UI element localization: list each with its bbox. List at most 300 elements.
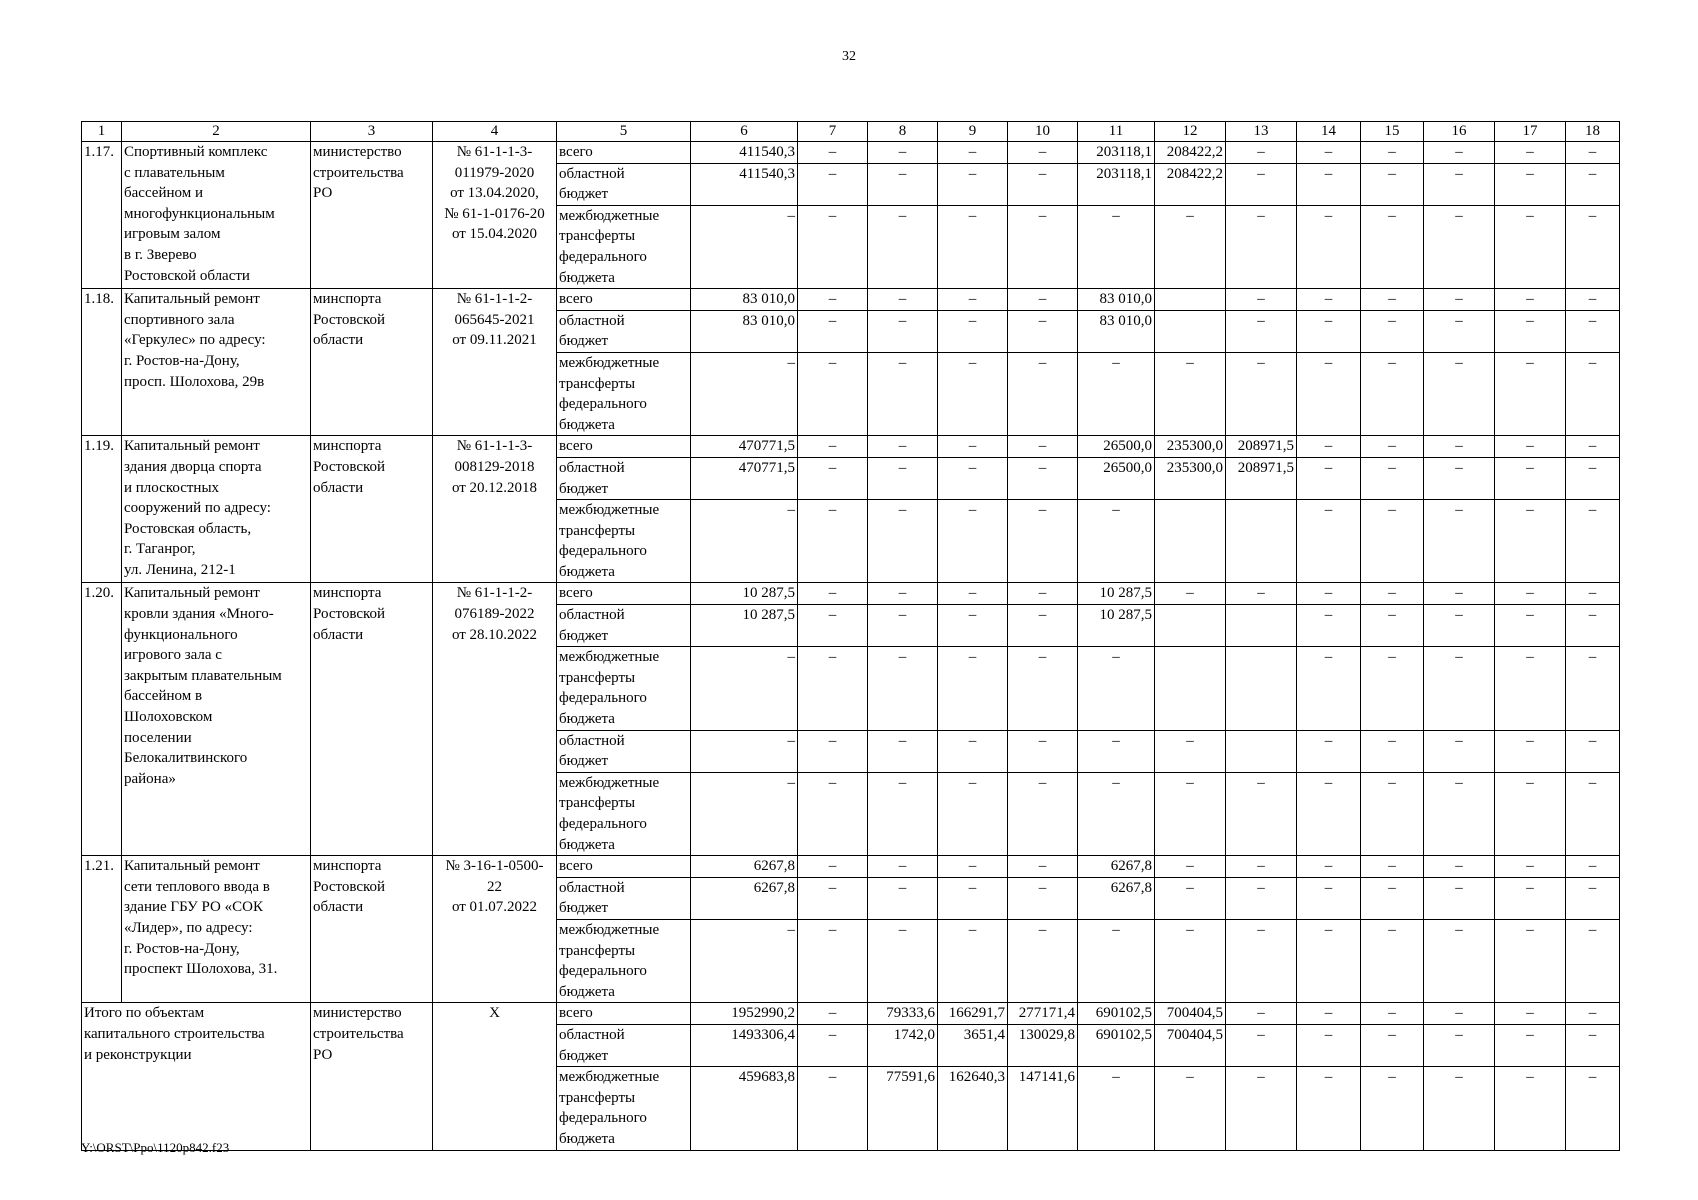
table-row bbox=[82, 1003, 1620, 1025]
value-cell: – bbox=[1361, 605, 1424, 647]
value-cell: 411540,3 bbox=[691, 163, 798, 205]
value-cell: – bbox=[1424, 205, 1495, 288]
value-cell: – bbox=[1566, 142, 1620, 164]
funding-source-cell: межбюджетные трансферты федерального бюджета bbox=[557, 772, 691, 855]
value-cell: – bbox=[798, 1067, 868, 1150]
value-cell: – bbox=[1297, 1003, 1361, 1025]
value-cell: – bbox=[1008, 919, 1078, 1002]
value-cell: 147141,6 bbox=[1008, 1067, 1078, 1150]
value-cell: – bbox=[1495, 647, 1566, 730]
value-cell: 6267,8 bbox=[691, 877, 798, 919]
value-cell: – bbox=[1008, 457, 1078, 499]
value-cell: – bbox=[1495, 583, 1566, 605]
value-cell: – bbox=[1424, 919, 1495, 1002]
value-cell: – bbox=[1361, 436, 1424, 458]
value-cell: – bbox=[1566, 583, 1620, 605]
column-number-cell: 18 bbox=[1566, 122, 1620, 142]
value-cell: – bbox=[1566, 605, 1620, 647]
value-cell: – bbox=[1566, 436, 1620, 458]
value-cell: – bbox=[1566, 647, 1620, 730]
value-cell: – bbox=[1078, 647, 1155, 730]
column-number-cell: 13 bbox=[1226, 122, 1297, 142]
value-cell: 690102,5 bbox=[1078, 1024, 1155, 1066]
value-cell: – bbox=[868, 436, 938, 458]
value-cell: – bbox=[1078, 352, 1155, 435]
value-cell: – bbox=[1008, 352, 1078, 435]
value-cell: – bbox=[1424, 583, 1495, 605]
value-cell: 6267,8 bbox=[691, 856, 798, 878]
value-cell: – bbox=[1424, 605, 1495, 647]
value-cell: – bbox=[798, 310, 868, 352]
value-cell: – bbox=[1495, 1067, 1566, 1150]
value-cell: – bbox=[798, 919, 868, 1002]
value-cell: – bbox=[1495, 289, 1566, 311]
value-cell: – bbox=[798, 605, 868, 647]
item-number-cell: 1.21. bbox=[82, 856, 122, 1003]
value-cell: – bbox=[1424, 1024, 1495, 1066]
value-cell: – bbox=[1495, 772, 1566, 855]
value-cell: – bbox=[1008, 289, 1078, 311]
funding-source-cell: межбюджетные трансферты федерального бюджета bbox=[557, 647, 691, 730]
value-cell: – bbox=[1566, 1003, 1620, 1025]
value-cell bbox=[1155, 289, 1226, 311]
value-cell: – bbox=[1078, 919, 1155, 1002]
value-cell: – bbox=[1226, 1024, 1297, 1066]
value-cell: 77591,6 bbox=[868, 1067, 938, 1150]
value-cell: – bbox=[1495, 605, 1566, 647]
value-cell: 10 287,5 bbox=[1078, 583, 1155, 605]
value-cell: – bbox=[1361, 500, 1424, 583]
value-cell: 83 010,0 bbox=[691, 289, 798, 311]
value-cell: 470771,5 bbox=[691, 457, 798, 499]
value-cell: – bbox=[938, 877, 1008, 919]
value-cell: – bbox=[798, 583, 868, 605]
value-cell: – bbox=[798, 856, 868, 878]
value-cell: – bbox=[868, 919, 938, 1002]
value-cell: 10 287,5 bbox=[691, 605, 798, 647]
value-cell: – bbox=[1566, 310, 1620, 352]
value-cell: – bbox=[868, 500, 938, 583]
responsible-cell: министерство строительства РО bbox=[311, 1003, 433, 1150]
object-name-cell: Капитальный ремонт здания дворца спорта и плоскостных сооружений по адресу: Ростовская область, г. Таганрог, ул. Ленина, 212-1 bbox=[122, 436, 311, 583]
value-cell: – bbox=[868, 205, 938, 288]
value-cell: – bbox=[1495, 457, 1566, 499]
funding-source-cell: межбюджетные трансферты федерального бюджета bbox=[557, 352, 691, 435]
value-cell: – bbox=[1566, 856, 1620, 878]
value-cell: – bbox=[1361, 457, 1424, 499]
value-cell: – bbox=[1297, 583, 1361, 605]
value-cell: – bbox=[798, 1003, 868, 1025]
value-cell: – bbox=[1566, 1067, 1620, 1150]
value-cell: 10 287,5 bbox=[1078, 605, 1155, 647]
value-cell: – bbox=[691, 352, 798, 435]
value-cell: – bbox=[938, 647, 1008, 730]
value-cell: – bbox=[1008, 856, 1078, 878]
column-number-cell: 7 bbox=[798, 122, 868, 142]
value-cell: – bbox=[1361, 142, 1424, 164]
value-cell: – bbox=[1297, 1024, 1361, 1066]
value-cell: – bbox=[1008, 142, 1078, 164]
value-cell: – bbox=[1361, 310, 1424, 352]
value-cell: – bbox=[691, 647, 798, 730]
responsible-cell: минспорта Ростовской области bbox=[311, 289, 433, 436]
value-cell: – bbox=[1495, 310, 1566, 352]
value-cell: – bbox=[1424, 163, 1495, 205]
funding-source-cell: межбюджетные трансферты федерального бюджета bbox=[557, 500, 691, 583]
table-row bbox=[82, 436, 1620, 458]
value-cell: – bbox=[1566, 500, 1620, 583]
value-cell: – bbox=[1566, 163, 1620, 205]
value-cell: – bbox=[938, 856, 1008, 878]
value-cell: – bbox=[798, 877, 868, 919]
value-cell: 470771,5 bbox=[691, 436, 798, 458]
column-number-cell: 1 bbox=[82, 122, 122, 142]
value-cell: – bbox=[1424, 877, 1495, 919]
value-cell: – bbox=[1566, 877, 1620, 919]
value-cell: – bbox=[798, 500, 868, 583]
value-cell: – bbox=[1361, 205, 1424, 288]
value-cell: – bbox=[798, 142, 868, 164]
value-cell: – bbox=[938, 310, 1008, 352]
value-cell: – bbox=[1361, 647, 1424, 730]
value-cell: – bbox=[1297, 605, 1361, 647]
value-cell: – bbox=[1495, 352, 1566, 435]
value-cell: – bbox=[1361, 352, 1424, 435]
value-cell: – bbox=[798, 1024, 868, 1066]
funding-source-cell: областной бюджет bbox=[557, 877, 691, 919]
value-cell bbox=[1226, 605, 1297, 647]
value-cell: 1952990,2 bbox=[691, 1003, 798, 1025]
value-cell: – bbox=[938, 730, 1008, 772]
value-cell: – bbox=[868, 730, 938, 772]
budget-table bbox=[81, 121, 1620, 1151]
funding-source-cell: всего bbox=[557, 289, 691, 311]
value-cell: – bbox=[1424, 352, 1495, 435]
funding-source-cell: областной бюджет bbox=[557, 310, 691, 352]
responsible-cell: минспорта Ростовской области bbox=[311, 856, 433, 1003]
item-number-cell: 1.18. bbox=[82, 289, 122, 436]
value-cell: – bbox=[798, 457, 868, 499]
value-cell: – bbox=[1008, 500, 1078, 583]
value-cell: – bbox=[691, 730, 798, 772]
value-cell: 459683,8 bbox=[691, 1067, 798, 1150]
value-cell: 10 287,5 bbox=[691, 583, 798, 605]
value-cell: – bbox=[1361, 730, 1424, 772]
value-cell: – bbox=[1424, 647, 1495, 730]
value-cell: – bbox=[798, 352, 868, 435]
value-cell: 3651,4 bbox=[938, 1024, 1008, 1066]
value-cell bbox=[1226, 647, 1297, 730]
value-cell: – bbox=[1008, 436, 1078, 458]
value-cell: – bbox=[1566, 1024, 1620, 1066]
value-cell: – bbox=[868, 647, 938, 730]
responsible-cell: министерство строительства РО bbox=[311, 142, 433, 289]
value-cell: – bbox=[1297, 919, 1361, 1002]
value-cell: – bbox=[1424, 1067, 1495, 1150]
value-cell: 162640,3 bbox=[938, 1067, 1008, 1150]
value-cell: – bbox=[691, 919, 798, 1002]
value-cell: – bbox=[1424, 1003, 1495, 1025]
funding-source-cell: всего bbox=[557, 856, 691, 878]
value-cell: – bbox=[938, 500, 1008, 583]
value-cell: – bbox=[1297, 310, 1361, 352]
value-cell: – bbox=[1226, 142, 1297, 164]
value-cell: – bbox=[1297, 856, 1361, 878]
value-cell: – bbox=[1297, 457, 1361, 499]
value-cell: – bbox=[1566, 457, 1620, 499]
item-number-cell: 1.19. bbox=[82, 436, 122, 583]
column-number-cell: 8 bbox=[868, 122, 938, 142]
value-cell: – bbox=[1566, 919, 1620, 1002]
value-cell: – bbox=[1297, 647, 1361, 730]
column-number-cell: 10 bbox=[1008, 122, 1078, 142]
table-row bbox=[82, 856, 1620, 878]
value-cell: – bbox=[1155, 919, 1226, 1002]
value-cell: 166291,7 bbox=[938, 1003, 1008, 1025]
value-cell: – bbox=[1361, 877, 1424, 919]
funding-source-cell: межбюджетные трансферты федерального бюджета bbox=[557, 919, 691, 1002]
funding-source-cell: областной бюджет bbox=[557, 457, 691, 499]
value-cell: – bbox=[1297, 352, 1361, 435]
funding-source-cell: областной бюджет bbox=[557, 730, 691, 772]
value-cell bbox=[1155, 500, 1226, 583]
value-cell: – bbox=[1155, 856, 1226, 878]
column-number-cell: 12 bbox=[1155, 122, 1226, 142]
column-number-cell: 16 bbox=[1424, 122, 1495, 142]
value-cell: – bbox=[868, 605, 938, 647]
document-cell: № 61-1-1-2- 065645-2021 от 09.11.2021 bbox=[433, 289, 557, 436]
value-cell: – bbox=[1008, 205, 1078, 288]
value-cell: – bbox=[1155, 205, 1226, 288]
value-cell: – bbox=[1226, 289, 1297, 311]
value-cell bbox=[1155, 647, 1226, 730]
value-cell: – bbox=[1424, 730, 1495, 772]
value-cell: – bbox=[1155, 583, 1226, 605]
value-cell: – bbox=[938, 605, 1008, 647]
value-cell: – bbox=[1226, 352, 1297, 435]
object-name-cell: Спортивный комплекс с плавательным бассейном и многофункциональным игровым залом в г. Зверево Ростовской области bbox=[122, 142, 311, 289]
document-cell: № 61-1-1-3- 011979-2020 от 13.04.2020, № 61-1-0176-20 от 15.04.2020 bbox=[433, 142, 557, 289]
value-cell: – bbox=[1361, 856, 1424, 878]
value-cell: – bbox=[1361, 583, 1424, 605]
value-cell: 208971,5 bbox=[1226, 457, 1297, 499]
value-cell: – bbox=[798, 647, 868, 730]
value-cell: – bbox=[1361, 1067, 1424, 1150]
value-cell: – bbox=[1226, 877, 1297, 919]
column-number-cell: 4 bbox=[433, 122, 557, 142]
value-cell: – bbox=[1008, 583, 1078, 605]
value-cell: 411540,3 bbox=[691, 142, 798, 164]
value-cell: – bbox=[1008, 730, 1078, 772]
total-label-cell: Итого по объектам капитального строительства и реконструкции bbox=[82, 1003, 311, 1150]
value-cell: – bbox=[1008, 647, 1078, 730]
value-cell: – bbox=[868, 142, 938, 164]
value-cell: – bbox=[1495, 1003, 1566, 1025]
value-cell: – bbox=[1495, 856, 1566, 878]
value-cell: 700404,5 bbox=[1155, 1003, 1226, 1025]
value-cell: – bbox=[938, 352, 1008, 435]
value-cell: – bbox=[938, 457, 1008, 499]
value-cell: – bbox=[1297, 142, 1361, 164]
header-row bbox=[82, 122, 1620, 142]
value-cell: – bbox=[691, 205, 798, 288]
value-cell: – bbox=[1424, 310, 1495, 352]
value-cell: – bbox=[938, 772, 1008, 855]
value-cell: 1493306,4 bbox=[691, 1024, 798, 1066]
value-cell: 83 010,0 bbox=[1078, 310, 1155, 352]
value-cell: – bbox=[1297, 730, 1361, 772]
value-cell: – bbox=[1008, 310, 1078, 352]
item-number-cell: 1.17. bbox=[82, 142, 122, 289]
value-cell: – bbox=[1226, 583, 1297, 605]
value-cell: – bbox=[1566, 352, 1620, 435]
value-cell: 690102,5 bbox=[1078, 1003, 1155, 1025]
value-cell: – bbox=[798, 163, 868, 205]
value-cell: – bbox=[691, 500, 798, 583]
value-cell: – bbox=[1361, 1024, 1424, 1066]
value-cell: – bbox=[1495, 500, 1566, 583]
value-cell: – bbox=[868, 457, 938, 499]
value-cell: – bbox=[1424, 500, 1495, 583]
column-number-cell: 11 bbox=[1078, 122, 1155, 142]
value-cell: 26500,0 bbox=[1078, 457, 1155, 499]
object-name-cell: Капитальный ремонт сети теплового ввода в здание ГБУ РО «СОК «Лидер», по адресу: г. Ростов-на-Дону, проспект Шолохова, 31. bbox=[122, 856, 311, 1003]
value-cell: – bbox=[1226, 163, 1297, 205]
value-cell bbox=[1155, 605, 1226, 647]
value-cell: – bbox=[1008, 877, 1078, 919]
funding-source-cell: межбюджетные трансферты федерального бюджета bbox=[557, 205, 691, 288]
column-number-cell: 15 bbox=[1361, 122, 1424, 142]
value-cell: – bbox=[1297, 772, 1361, 855]
column-number-cell: 14 bbox=[1297, 122, 1361, 142]
column-number-cell: 6 bbox=[691, 122, 798, 142]
document-cell: X bbox=[433, 1003, 557, 1150]
funding-source-cell: всего bbox=[557, 142, 691, 164]
value-cell: – bbox=[1361, 289, 1424, 311]
object-name-cell: Капитальный ремонт кровли здания «Много- функционального игрового зала с закрытым плавательным бассейном в Шолоховском поселении Белокалитвинского района» bbox=[122, 583, 311, 856]
value-cell: – bbox=[938, 163, 1008, 205]
value-cell: – bbox=[938, 142, 1008, 164]
value-cell: – bbox=[1078, 205, 1155, 288]
value-cell bbox=[1226, 730, 1297, 772]
value-cell: – bbox=[1495, 163, 1566, 205]
column-number-cell: 3 bbox=[311, 122, 433, 142]
value-cell: – bbox=[1226, 919, 1297, 1002]
value-cell: – bbox=[1495, 1024, 1566, 1066]
value-cell: – bbox=[868, 856, 938, 878]
value-cell: – bbox=[1566, 730, 1620, 772]
value-cell: 6267,8 bbox=[1078, 856, 1155, 878]
value-cell: – bbox=[868, 772, 938, 855]
value-cell: – bbox=[1297, 163, 1361, 205]
document-cell: № 61-1-1-2- 076189-2022 от 28.10.2022 bbox=[433, 583, 557, 856]
value-cell: 203118,1 bbox=[1078, 163, 1155, 205]
value-cell: 6267,8 bbox=[1078, 877, 1155, 919]
value-cell: – bbox=[798, 436, 868, 458]
value-cell: 235300,0 bbox=[1155, 436, 1226, 458]
value-cell: – bbox=[938, 205, 1008, 288]
column-number-cell: 9 bbox=[938, 122, 1008, 142]
value-cell: – bbox=[1424, 289, 1495, 311]
document-cell: № 61-1-1-3- 008129-2018 от 20.12.2018 bbox=[433, 436, 557, 583]
object-name-cell: Капитальный ремонт спортивного зала «Геркулес» по адресу: г. Ростов-на-Дону, просп. Шолохова, 29в bbox=[122, 289, 311, 436]
value-cell: – bbox=[868, 352, 938, 435]
value-cell: – bbox=[798, 289, 868, 311]
value-cell: – bbox=[1078, 730, 1155, 772]
value-cell: – bbox=[691, 772, 798, 855]
value-cell: – bbox=[1226, 856, 1297, 878]
value-cell: – bbox=[1361, 772, 1424, 855]
value-cell: – bbox=[1226, 772, 1297, 855]
value-cell: – bbox=[1424, 436, 1495, 458]
value-cell: – bbox=[1495, 877, 1566, 919]
value-cell: – bbox=[1297, 289, 1361, 311]
table-row bbox=[82, 583, 1620, 605]
value-cell: – bbox=[798, 730, 868, 772]
value-cell: – bbox=[1226, 1067, 1297, 1150]
funding-source-cell: межбюджетные трансферты федерального бюджета bbox=[557, 1067, 691, 1150]
value-cell: – bbox=[1297, 1067, 1361, 1150]
funding-source-cell: областной бюджет bbox=[557, 1024, 691, 1066]
value-cell: – bbox=[868, 163, 938, 205]
value-cell: – bbox=[1361, 1003, 1424, 1025]
value-cell: – bbox=[1078, 772, 1155, 855]
value-cell: 130029,8 bbox=[1008, 1024, 1078, 1066]
value-cell: 235300,0 bbox=[1155, 457, 1226, 499]
item-number-cell: 1.20. bbox=[82, 583, 122, 856]
value-cell: 83 010,0 bbox=[691, 310, 798, 352]
page-number: 32 bbox=[842, 49, 856, 64]
value-cell: – bbox=[1495, 205, 1566, 288]
value-cell: – bbox=[938, 583, 1008, 605]
value-cell: 208422,2 bbox=[1155, 142, 1226, 164]
value-cell: – bbox=[1155, 352, 1226, 435]
value-cell: 277171,4 bbox=[1008, 1003, 1078, 1025]
value-cell bbox=[1155, 310, 1226, 352]
table-row bbox=[82, 142, 1620, 164]
value-cell: 26500,0 bbox=[1078, 436, 1155, 458]
funding-source-cell: всего bbox=[557, 1003, 691, 1025]
funding-source-cell: всего bbox=[557, 436, 691, 458]
value-cell: – bbox=[938, 436, 1008, 458]
value-cell: – bbox=[868, 583, 938, 605]
value-cell: – bbox=[1424, 457, 1495, 499]
file-path-footer: Y:\ORST\Ppo\1120p842.f23 bbox=[81, 1140, 230, 1155]
value-cell: 203118,1 bbox=[1078, 142, 1155, 164]
value-cell: – bbox=[1297, 877, 1361, 919]
value-cell: – bbox=[1566, 772, 1620, 855]
value-cell: – bbox=[798, 205, 868, 288]
value-cell: 700404,5 bbox=[1155, 1024, 1226, 1066]
value-cell: – bbox=[1297, 205, 1361, 288]
funding-source-cell: всего bbox=[557, 583, 691, 605]
value-cell: – bbox=[1566, 205, 1620, 288]
value-cell: – bbox=[1495, 730, 1566, 772]
value-cell: – bbox=[1008, 163, 1078, 205]
value-cell: – bbox=[1008, 772, 1078, 855]
value-cell: – bbox=[938, 919, 1008, 1002]
value-cell: – bbox=[1155, 1067, 1226, 1150]
value-cell: – bbox=[1361, 163, 1424, 205]
value-cell: 208422,2 bbox=[1155, 163, 1226, 205]
value-cell: – bbox=[1297, 500, 1361, 583]
value-cell: – bbox=[798, 772, 868, 855]
value-cell: – bbox=[1495, 919, 1566, 1002]
responsible-cell: минспорта Ростовской области bbox=[311, 436, 433, 583]
value-cell: 208971,5 bbox=[1226, 436, 1297, 458]
value-cell: – bbox=[868, 310, 938, 352]
value-cell: – bbox=[1424, 856, 1495, 878]
